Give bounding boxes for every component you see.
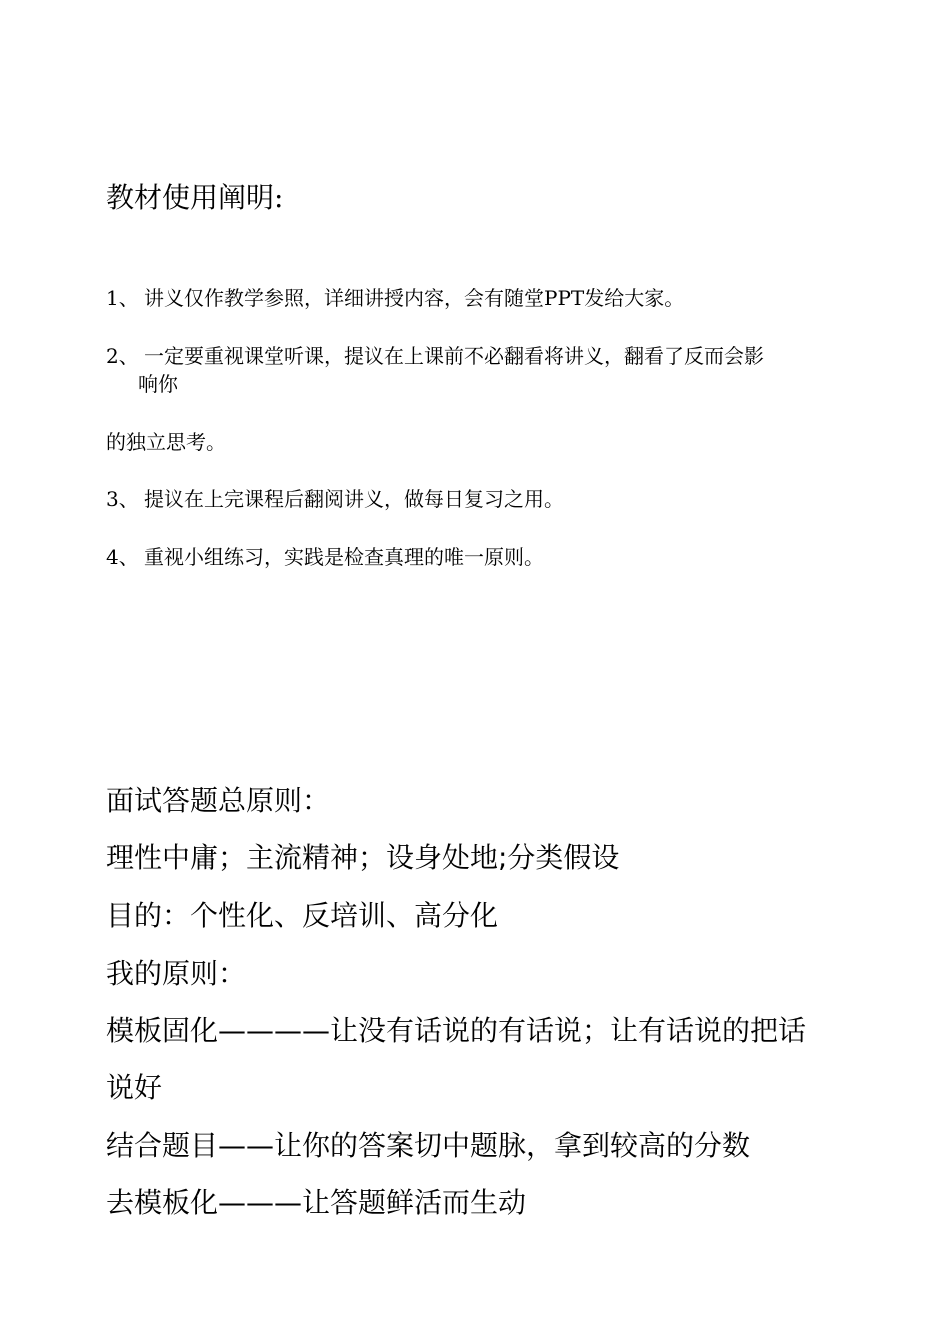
list-text: 重视小组练习，实践是检查真理的唯一原则。: [144, 545, 544, 569]
list-item-2-continuation: 响你: [138, 372, 178, 396]
list-item-3: [106, 485, 564, 513]
list-number: 1、: [106, 286, 139, 310]
principles-line-3: 我的原则：: [106, 957, 247, 990]
list-number: 4、: [106, 545, 139, 569]
principles-line-4-continuation: 说好: [106, 1071, 163, 1104]
list-item-2: [106, 342, 764, 370]
principles-line-2: 目的：个性化、反培训、高分化: [106, 899, 499, 932]
list-item-4: [106, 543, 544, 571]
list-text: 提议在上完课程后翻阅讲义，做每日复习之用。: [144, 487, 564, 511]
principles-line-6: 去模板化———让答题鲜活而生动: [106, 1186, 527, 1219]
principles-line-4: 模板固化————让没有话说的有话说；让有话说的把话: [106, 1014, 807, 1047]
list-text: 讲义仅作教学参照，详细讲授内容，会有随堂PPT发给大家。: [144, 286, 685, 310]
list-item-1: [106, 284, 684, 312]
page-title: 教材使用阐明:: [106, 181, 284, 214]
principles-line-5: 结合题目——让你的答案切中题脉，拿到较高的分数: [106, 1129, 751, 1162]
principles-heading: 面试答题总原则：: [106, 784, 331, 817]
principles-line-1: 理性中庸；主流精神；设身处地;分类假设: [106, 841, 620, 874]
list-text: 一定要重视课堂听课，提议在上课前不必翻看将讲义，翻看了反而会影: [144, 344, 764, 368]
list-number: 2、: [106, 344, 139, 368]
list-item-2-tail: 的独立思考。: [106, 430, 226, 454]
list-number: 3、: [106, 487, 139, 511]
